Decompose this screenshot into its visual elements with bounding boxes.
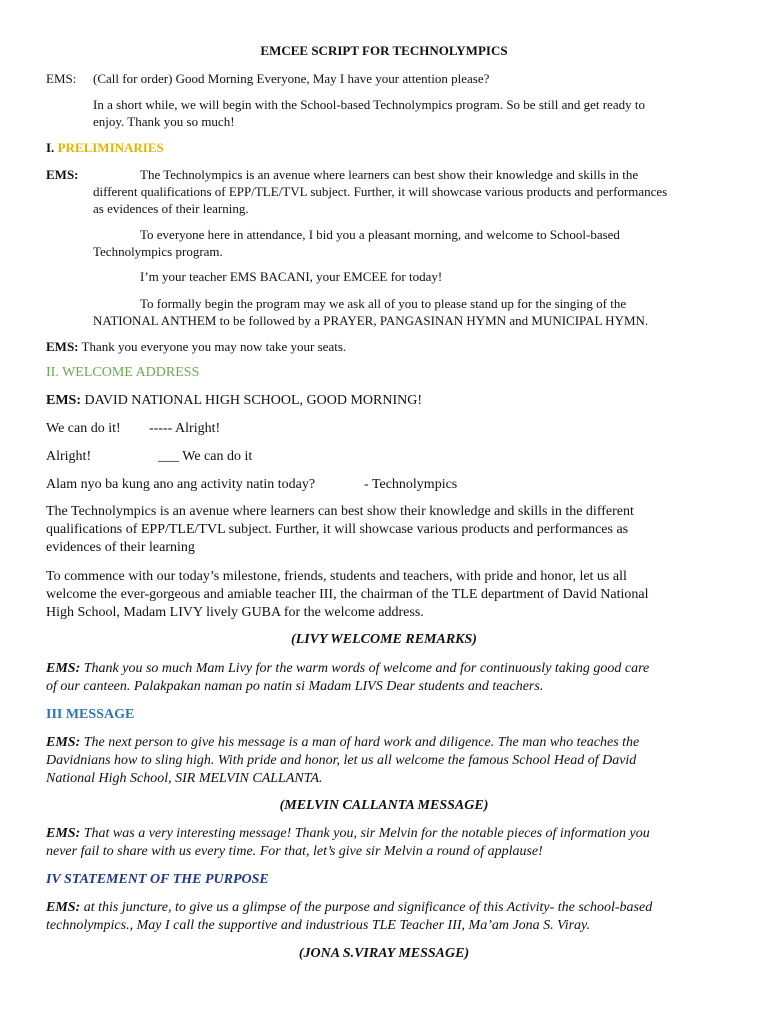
section-number: I. xyxy=(46,140,55,155)
paragraph-line: The Technolympics is an avenue where learners can best show their knowledge and skills in the xyxy=(140,167,639,182)
paragraph-text: The next person to give his message is a man of hard work and diligence. The man who teaches the xyxy=(83,735,640,750)
call-response-b: ___ We can do it xyxy=(158,449,253,464)
call-response-a: Alam nyo ba kung ano ang activity natin today? xyxy=(46,477,316,492)
ems-label: EMS: xyxy=(46,900,81,915)
call-response-b: ----- Alright! xyxy=(149,421,221,436)
ems-line xyxy=(46,338,346,355)
paragraph-text: Thank you so much Mam Livy for the warm words of welcome and for continuously taking good care xyxy=(83,661,650,676)
ems-label: EMS: xyxy=(46,167,79,182)
section-heading-message: III MESSAGE xyxy=(46,707,135,722)
paragraph-line: as evidences of their learning. xyxy=(93,201,249,216)
intro-line-1: (Call for order) Good Morning Everyone, May I have your attention please? xyxy=(93,71,490,86)
paragraph-line: technolympics., May I call the supportive and industrious TLE Teacher III, Ma’am Jona S. Viray. xyxy=(46,918,590,933)
section-title: PRELIMINARIES xyxy=(57,140,164,155)
document-title: EMCEE SCRIPT FOR TECHNOLYMPICS xyxy=(260,43,508,58)
ems-line xyxy=(46,392,422,410)
stage-direction: (JONA S.VIRAY MESSAGE) xyxy=(298,946,470,961)
paragraph-line: High School, Madam LIVY lively GUBA for the welcome address. xyxy=(46,605,424,620)
paragraph-line: qualifications of EPP/TLE/TVL subject. Further, it will showcase various products and performances as xyxy=(46,522,629,537)
paragraph-line: of our canteen. Palakpakan naman po natin si Madam LIVS Dear students and teachers. xyxy=(46,679,544,694)
call-response-b: - Technolympics xyxy=(364,477,458,492)
paragraph-line: To formally begin the program may we ask all of you to please stand up for the singing of the xyxy=(140,296,627,311)
paragraph-line: NATIONAL ANTHEM to be followed by a PRAYER, PANGASINAN HYMN and MUNICIPAL HYMN. xyxy=(93,313,649,328)
call-response-a: Alright! xyxy=(46,449,92,464)
intro-line-2: In a short while, we will begin with the School-based Technolympics program. So be still and get ready to xyxy=(93,97,645,112)
call-response-a: We can do it! xyxy=(46,421,121,436)
ems-label: EMS: xyxy=(46,826,81,841)
section-heading-preliminaries xyxy=(46,139,164,156)
paragraph-line: Technolympics program. xyxy=(93,244,223,259)
ems-label: EMS: xyxy=(46,661,81,676)
paragraph-line: To commence with our today’s milestone, friends, students and teachers, with pride and honor, let us all xyxy=(46,569,627,584)
paragraph-line: To everyone here in attendance, I bid you a pleasant morning, and welcome to School-based xyxy=(140,227,620,242)
ems-line xyxy=(46,734,639,752)
paragraph-text: That was a very interesting message! Thank you, sir Melvin for the notable pieces of information you xyxy=(83,826,650,841)
paragraph-line: welcome the ever-gorgeous and amiable teacher III, the chairman of the TLE department of David National xyxy=(46,587,649,602)
ems-label: EMS: xyxy=(46,71,77,86)
paragraph-line: evidences of their learning xyxy=(46,540,195,555)
stage-direction: (LIVY WELCOME REMARKS) xyxy=(291,632,477,647)
ems-line xyxy=(46,825,650,843)
ems-line xyxy=(46,899,652,917)
paragraph-text: at this juncture, to give us a glimpse of the purpose and significance of this Activity- the school-based xyxy=(83,900,653,915)
greeting-text: DAVID NATIONAL HIGH SCHOOL, GOOD MORNING! xyxy=(84,393,423,408)
intro-line-3: enjoy. Thank you so much! xyxy=(93,114,235,129)
ems-label: EMS: xyxy=(46,339,79,354)
ems-label: EMS: xyxy=(46,735,81,750)
paragraph-line: The Technolympics is an avenue where learners can best show their knowledge and skills in the different xyxy=(46,504,634,519)
ems-line xyxy=(46,660,649,678)
paragraph-line: different qualifications of EPP/TLE/TVL subject. Further, it will showcase various products and performances xyxy=(93,184,668,199)
paragraph-line: I’m your teacher EMS BACANI, your EMCEE for today! xyxy=(140,269,443,284)
paragraph-line: never fail to share with us every time. For that, let’s give sir Melvin a round of applause! xyxy=(46,844,543,859)
stage-direction: (MELVIN CALLANTA MESSAGE) xyxy=(279,798,489,813)
paragraph-line: Davidnians how to sling high. With pride and honor, let us all welcome the famous School Head of David xyxy=(46,753,637,768)
paragraph-text: Thank you everyone you may now take your seats. xyxy=(81,339,347,354)
paragraph-line: National High School, SIR MELVIN CALLANTA. xyxy=(46,771,323,786)
ems-label: EMS: xyxy=(46,393,81,408)
section-heading-statement-of-purpose: IV STATEMENT OF THE PURPOSE xyxy=(46,872,269,887)
section-heading-welcome-address: II. WELCOME ADDRESS xyxy=(46,365,200,380)
